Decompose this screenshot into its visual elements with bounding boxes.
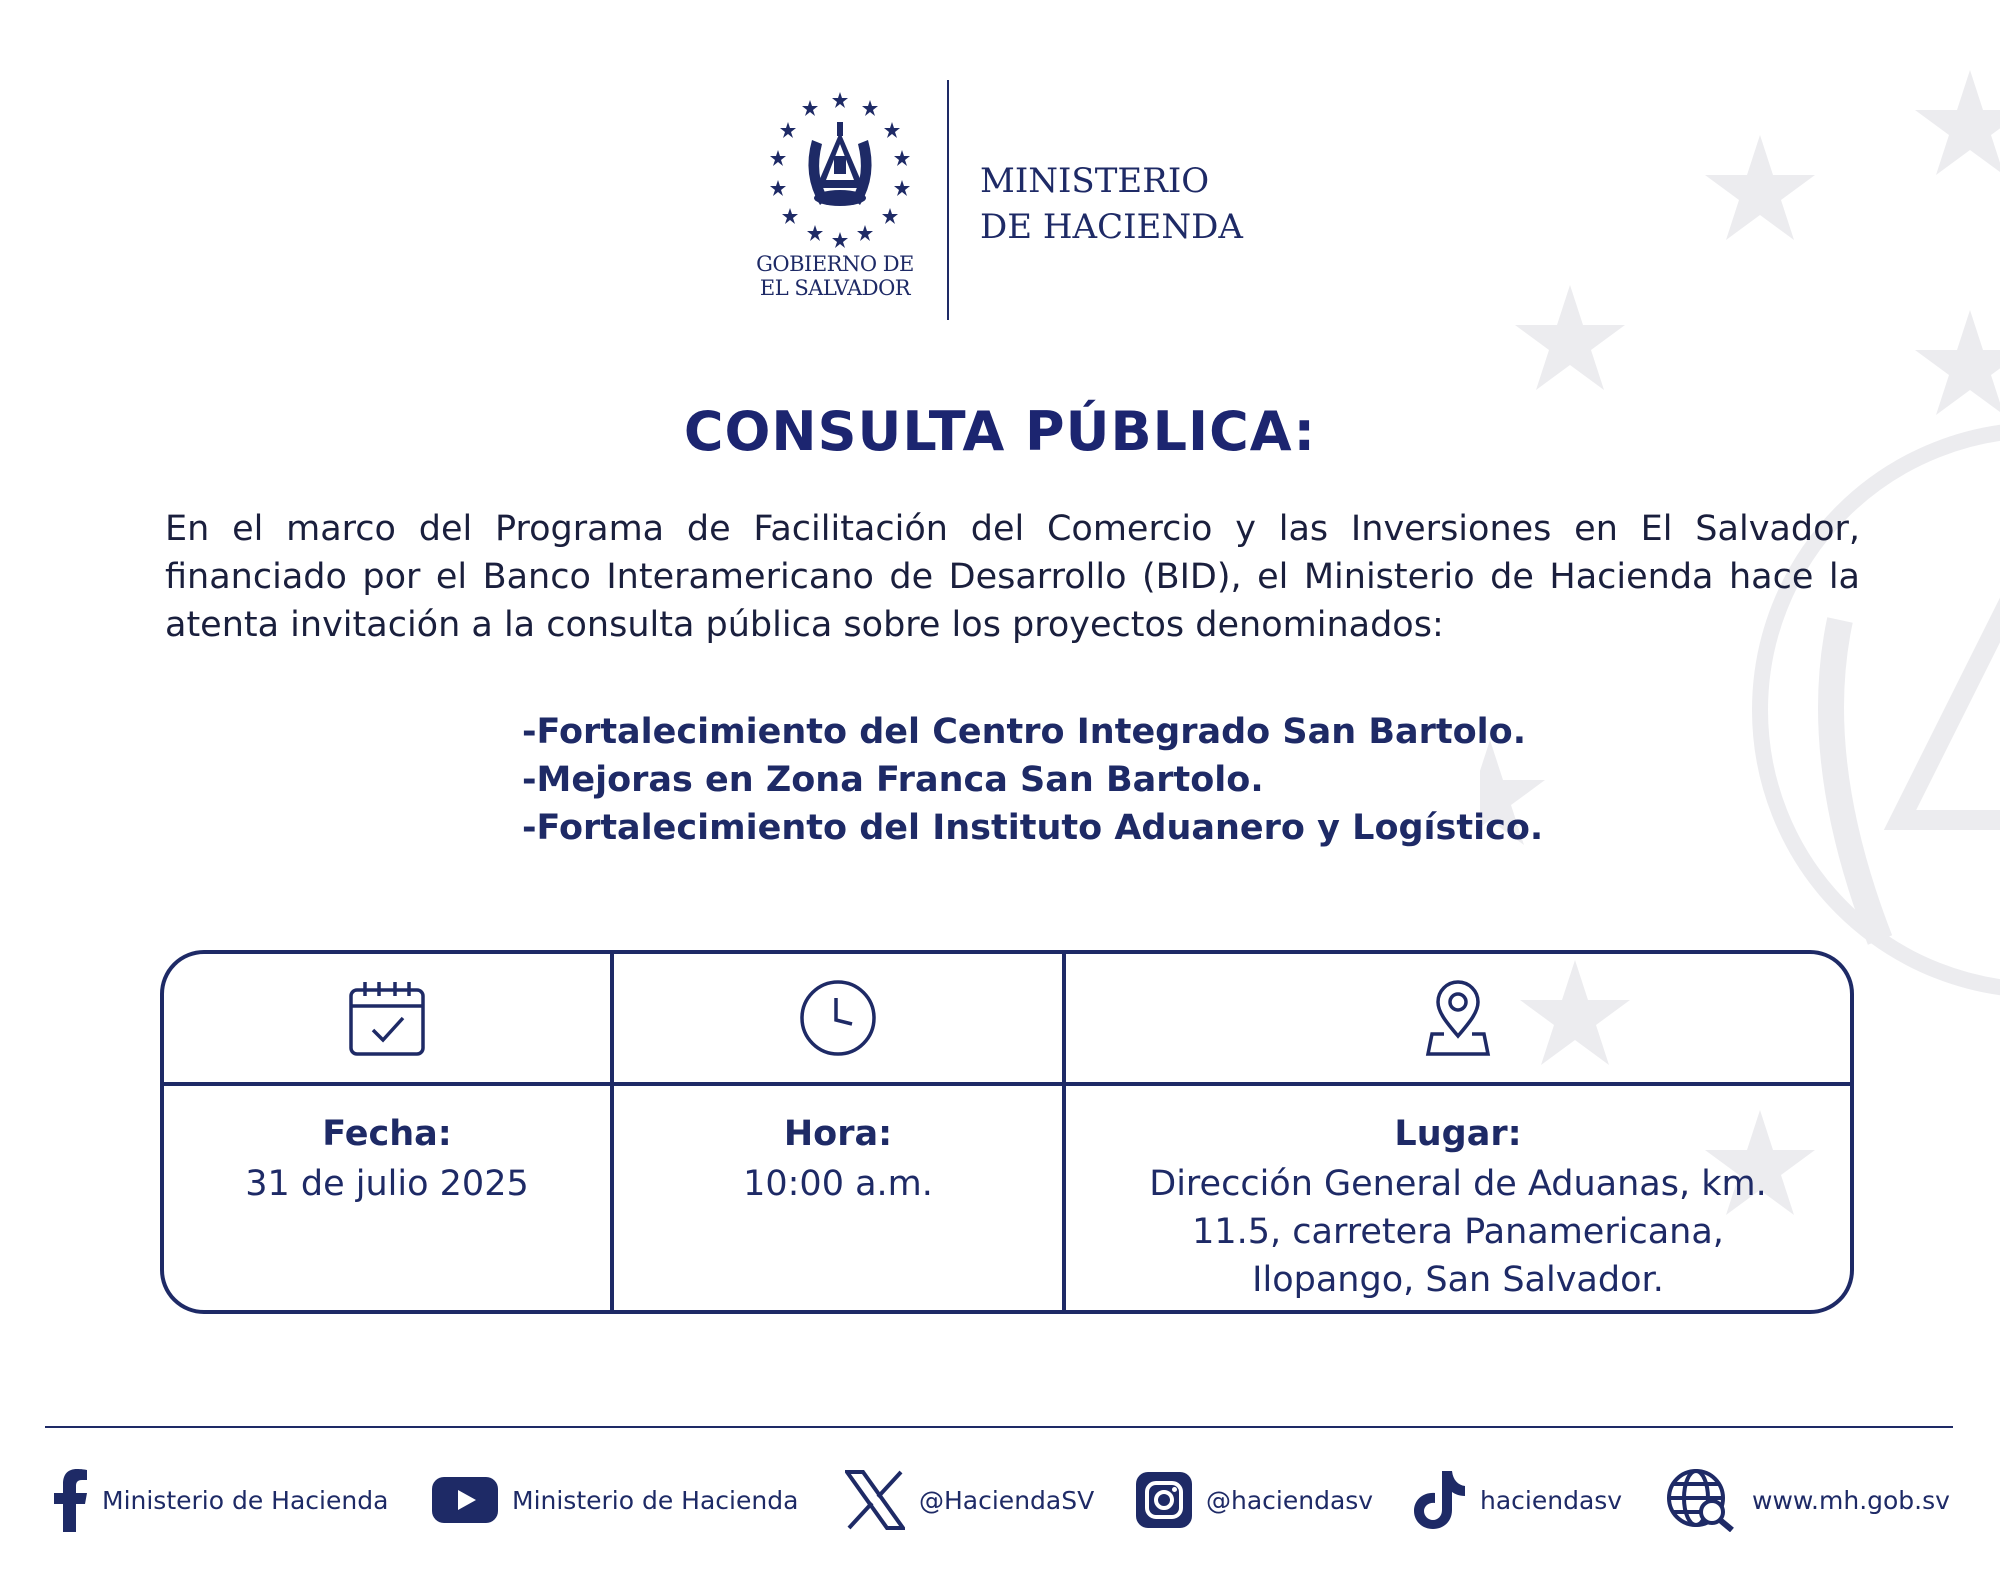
watermark-star-icon <box>1705 135 1815 240</box>
project-item: -Fortalecimiento del Instituto Aduanero y Logístico. <box>522 808 1544 848</box>
location-pin-icon <box>1418 978 1498 1058</box>
government-line-1: GOBIERNO DE <box>756 252 914 276</box>
youtube-link[interactable] <box>432 1465 798 1535</box>
clock-icon <box>798 978 878 1058</box>
tiktok-icon <box>1412 1469 1466 1531</box>
globe-search-icon <box>1666 1468 1738 1532</box>
ministry-line-2: DE HACIENDA <box>980 207 1243 247</box>
place-value: Dirección General de Aduanas, km. 11.5, carretera Panamericana, Ilopango, San Salvador. <box>1149 1164 1767 1300</box>
youtube-icon <box>432 1477 498 1523</box>
ministry-line-1: MINISTERIO <box>980 161 1210 201</box>
event-details-table <box>160 950 1854 1314</box>
intro-paragraph: En el marco del Programa de Facilitación del Comercio y las Inversiones en El Salvador, financiado por el Banco Interamericano de Desarrollo (BID), el Ministerio de Hacienda hace la atenta invitación a la consulta pública sobre los proyectos denominados: <box>165 509 1860 645</box>
instagram-link[interactable] <box>1136 1465 1373 1535</box>
time-column <box>614 954 1062 1310</box>
facebook-label: Ministerio de Hacienda <box>102 1485 389 1515</box>
project-item: -Mejoras en Zona Franca San Bartolo. <box>522 760 1264 800</box>
project-item: -Fortalecimiento del Centro Integrado San Bartolo. <box>522 712 1526 752</box>
watermark-star-icon <box>1915 70 2000 175</box>
government-line-2: EL SALVADOR <box>759 276 911 300</box>
footer-divider <box>45 1426 1953 1428</box>
instagram-label: @haciendasv <box>1206 1485 1374 1515</box>
instagram-icon <box>1136 1472 1192 1528</box>
government-name <box>740 252 930 300</box>
place-column <box>1066 954 1850 1310</box>
tiktok-link[interactable] <box>1412 1465 1622 1535</box>
header-divider <box>947 80 949 320</box>
project-list <box>522 708 1543 852</box>
youtube-label: Ministerio de Hacienda <box>512 1485 799 1515</box>
facebook-link[interactable] <box>52 1465 388 1535</box>
coat-of-arms-icon <box>740 80 940 250</box>
x-link[interactable] <box>845 1465 1094 1535</box>
x-label: @HaciendaSV <box>919 1485 1095 1515</box>
website-label: www.mh.gob.sv <box>1752 1485 1950 1515</box>
date-column <box>164 954 610 1310</box>
date-label: Fecha: <box>322 1114 452 1154</box>
website-link[interactable] <box>1666 1465 1950 1535</box>
header <box>740 80 1300 320</box>
facebook-icon <box>52 1468 88 1532</box>
place-label: Lugar: <box>1394 1114 1522 1154</box>
watermark-star-icon <box>1515 285 1625 390</box>
date-value: 31 de julio 2025 <box>245 1164 529 1204</box>
ministry-name <box>980 158 1243 250</box>
calendar-check-icon <box>347 978 427 1058</box>
time-label: Hora: <box>783 1114 893 1154</box>
page-title: CONSULTA PÚBLICA: <box>683 400 1317 463</box>
time-value: 10:00 a.m. <box>743 1164 933 1204</box>
x-icon <box>845 1470 905 1530</box>
tiktok-label: haciendasv <box>1480 1485 1623 1515</box>
